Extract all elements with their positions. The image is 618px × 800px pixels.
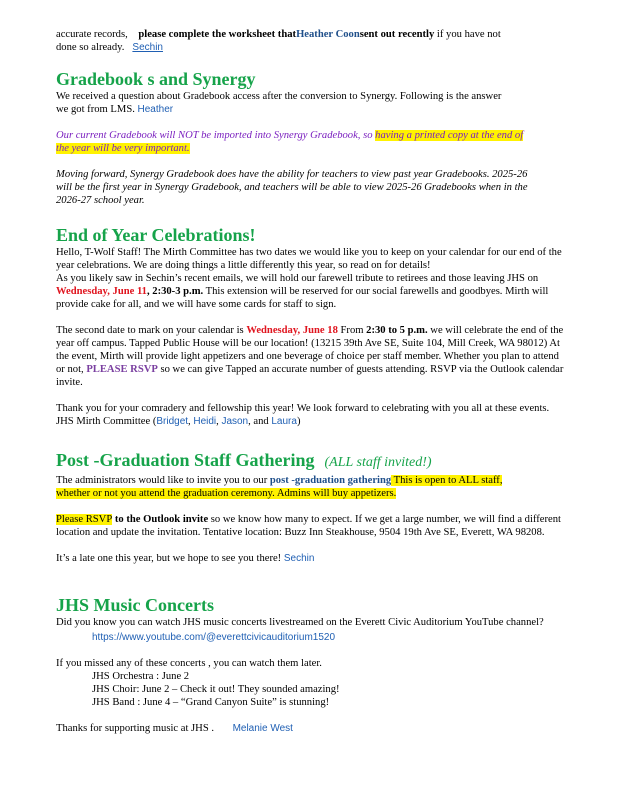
name-link[interactable]: Bridget — [156, 416, 189, 427]
highlight: Please RSVP — [56, 514, 113, 525]
paragraph: We received a question about Gradebook access after the conversion to Synergy. Following is the answer we got from LMS. Heather — [56, 91, 502, 115]
rsvp-emphasis: PLEASE RSVP — [86, 364, 158, 375]
youtube-link[interactable]: https://www.youtube.com/@everettcivicauditorium1520 — [92, 632, 336, 643]
signature: Melanie West — [232, 723, 293, 734]
paragraph: Please RSVP to the Outlook invite so we know how many to expect. If we get a large number, we will find a different location and update the invitation. Tentative location: Buzz Inn Steakhouse, 9504 19th Ave SE, Everett, WA 98208. — [56, 514, 561, 538]
section-heading: Post -Graduation Staff Gathering (ALL staff invited!) — [56, 450, 432, 470]
section-heading: End of Year Celebrations! — [56, 225, 256, 245]
paragraph: The second date to mark on your calendar is Wednesday, June 18 From 2:30 to 5 p.m. we will celebrate the end of the year off campus. Tapped Public House will be our location! (13215 39th Ave SE, Suite 104, Mill Creek, WA 98012) At the event, Mirth will provide light appetizers and one beverage of choice per staff member. Whether you plan to attend or not, PLEASE RSVP so we can give Tapped an accurate number of guests attending. RSVP via the Outlook calendar invite. — [56, 325, 564, 388]
top-line: accurate records, please complete the worksheet thatHeather Coonsent out recently if you have not done so already. Sechin — [56, 29, 501, 53]
list-item: JHS Choir: June 2 – Check it out! They sounded amazing! — [92, 684, 340, 695]
signature: Sechin — [132, 42, 163, 53]
gradebook-section — [56, 68, 578, 207]
notice-paragraph: Our current Gradebook will NOT be imported into Synergy Gradebook, so having a printed copy at the end of the year will be very important. — [56, 130, 524, 154]
eoy-section — [56, 224, 578, 428]
paragraph: If you missed any of these concerts , you can watch them later. — [56, 658, 322, 669]
name-link[interactable]: Laura — [271, 416, 297, 427]
name-link[interactable]: Jason — [221, 416, 249, 427]
top-paragraph — [56, 28, 578, 54]
signature: Sechin — [283, 553, 315, 564]
name-link[interactable]: Heidi — [193, 416, 217, 427]
date: Wednesday, June 11 — [56, 286, 147, 297]
section-subtitle: (ALL staff invited!) — [324, 455, 432, 470]
date: Wednesday, June 18 — [246, 325, 338, 336]
paragraph: Thanks for supporting music at JHS . Melanie West — [56, 723, 293, 734]
paragraph: Moving forward, Synergy Gradebook does have the ability for teachers to view past year Gradebooks. 2025-26 will be the first year in Synergy Gradebook, and teachers will be able to view 2025-26 Gradebooks when in the 2026-27 school year. — [56, 169, 528, 206]
music-section — [56, 594, 578, 735]
section-heading: JHS Music Concerts — [56, 595, 214, 615]
paragraph: It’s a late one this year, but we hope to see you there! Sechin — [56, 553, 315, 564]
section-heading: Gradebook s and Synergy — [56, 69, 256, 89]
paragraph: Did you know you can watch JHS music concerts livestreamed on the Everett Civic Auditorium YouTube channel? — [56, 617, 544, 628]
paragraph: Thank you for your comradery and fellowship this year! We look forward to celebrating with you all at these events. JHS Mirth Committee (Bridget, Heidi, Jason, and Laura) — [56, 403, 550, 427]
highlight: This is open to ALL staff, — [391, 475, 503, 486]
highlight: whether or not you attend the graduation ceremony. Admins will buy appetizers. — [56, 488, 397, 499]
paragraph: The administrators would like to invite you to our post -graduation gathering This is open to ALL staff, whether or not you attend the graduation ceremony. Admins will buy appetizers. — [56, 475, 503, 499]
event-name: post -graduation gathering — [269, 475, 392, 486]
paragraph: Hello, T-Wolf Staff! The Mirth Committee has two dates we would like you to keep on your calendar for our end of the year celebrations. We are doing things a little differently this year, so read on for details! As you likely saw in Sechin’s recent emails, we will hold our farewell tribute to retirees and those leaving JHS on Wednesday, June 11, 2:30-3 p.m. This extension will be reserved for our social farewells and goodbyes. Mirth will provide cake for all, and we will have some cards for staff to sign. — [56, 247, 562, 310]
url-line — [56, 631, 578, 644]
signature: Heather — [137, 104, 174, 115]
list-item: JHS Band : June 4 – “Grand Canyon Suite” is stunning! — [92, 697, 330, 708]
name-link[interactable]: Heather Coon — [296, 29, 360, 40]
postgrad-section — [56, 449, 578, 565]
list-item: JHS Orchestra : June 2 — [92, 671, 190, 682]
highlight: having a printed copy at the end of the year will be very important. — [56, 130, 524, 154]
